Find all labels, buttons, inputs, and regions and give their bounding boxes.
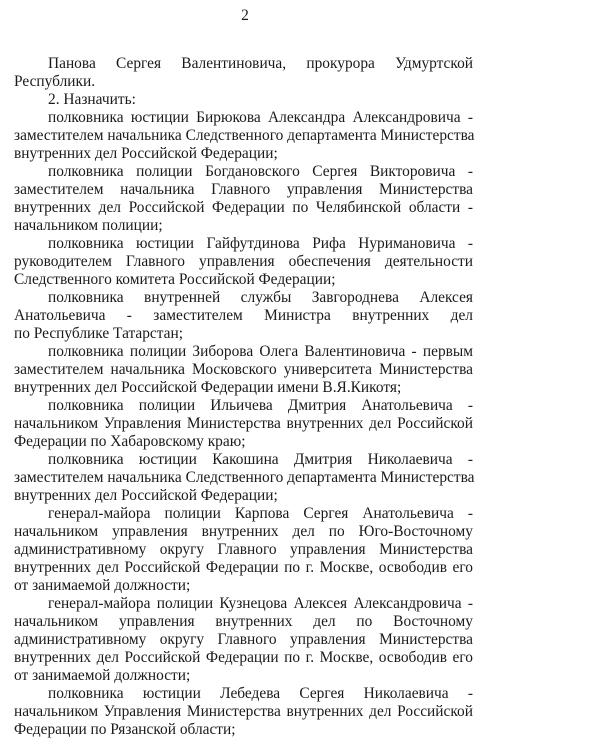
text-line: внутренних дел Российской Федерации по г. Москве, освободив его — [14, 649, 473, 666]
text-line: полковника внутренней службы Завгороднева Алексея — [48, 289, 473, 306]
text-line: внутренних дел Российской Федерации; — [14, 487, 278, 504]
text-line: Панова Сергея Валентиновича, прокурора Удмуртской — [48, 55, 473, 72]
paragraph — [14, 505, 473, 595]
paragraph — [14, 109, 473, 163]
text-line: административному округу Главного управления Министерства — [14, 631, 473, 648]
document-body — [14, 55, 473, 739]
paragraph — [14, 163, 473, 235]
text-line: внутренних дел Российской Федерации по г. Москве, освободив его — [14, 559, 473, 576]
page-number: 2 — [241, 7, 249, 24]
text-line: генерал-майора полиции Карпова Сергея Анатольевича - — [48, 505, 473, 522]
paragraph — [14, 343, 473, 397]
text-line: внутренних дел Российской Федерации по Челябинской области - — [14, 199, 473, 216]
paragraph — [14, 685, 473, 739]
paragraph — [14, 595, 473, 685]
text-line: от занимаемой должности; — [14, 667, 191, 684]
paragraph — [14, 451, 473, 505]
text-line: заместителем начальника Московского университета Министерства — [14, 361, 473, 378]
text-line: полковника юстиции Какошина Дмитрия Николаевича - — [48, 451, 473, 468]
paragraph — [14, 55, 473, 91]
text-line: внутренних дел Российской Федерации имени В.Я.Кикотя; — [14, 379, 402, 396]
paragraph — [14, 91, 473, 109]
paragraph — [14, 235, 473, 289]
text-line: начальником полиции; — [14, 217, 163, 234]
text-line: полковника юстиции Лебедева Сергея Николаевича - — [48, 685, 473, 702]
text-line: начальником управления внутренних дел по Восточному — [14, 613, 473, 630]
text-line: полковника юстиции Бирюкова Александра Александровича - — [48, 109, 473, 126]
text-line: полковника юстиции Гайфутдинова Рифа Нуримановича - — [48, 235, 473, 252]
text-line: административному округу Главного управления Министерства — [14, 541, 473, 558]
text-line: Анатольевича - заместителем Министра внутренних дел — [14, 307, 473, 324]
text-line: заместителем начальника Следственного департамента Министерства — [14, 127, 475, 144]
text-line: начальником Управления Министерства внутренних дел Российской — [14, 415, 473, 432]
text-line: Следственного комитета Российской Федерации; — [14, 271, 336, 288]
text-line: полковника полиции Ильичева Дмитрия Анатольевича - — [48, 397, 473, 414]
text-line: руководителем Главного управления обеспечения деятельности — [14, 253, 473, 270]
text-line: Федерации по Хабаровскому краю; — [14, 433, 246, 450]
text-line: генерал-майора полиции Кузнецова Алексея Александровича - — [48, 595, 473, 612]
text-line: внутренних дел Российской Федерации; — [14, 145, 278, 162]
paragraph — [14, 397, 473, 451]
text-line: по Республике Татарстан; — [14, 325, 184, 342]
text-line: полковника полиции Богдановского Сергея Викторовича - — [48, 163, 473, 180]
text-line: 2. Назначить: — [48, 91, 136, 108]
text-line: заместителем начальника Главного управления Министерства — [14, 181, 473, 198]
paragraph — [14, 289, 473, 343]
text-line: Республики. — [14, 73, 96, 90]
text-line: Федерации по Рязанской области; — [14, 721, 236, 738]
text-line: заместителем начальника Следственного департамента Министерства — [14, 469, 475, 486]
text-line: полковника полиции Зиборова Олега Валентиновича - первым — [48, 343, 473, 360]
text-line: от занимаемой должности; — [14, 577, 191, 594]
text-line: начальником Управления Министерства внутренних дел Российской — [14, 703, 473, 720]
text-line: начальником управления внутренних дел по Юго-Восточному — [14, 523, 473, 540]
